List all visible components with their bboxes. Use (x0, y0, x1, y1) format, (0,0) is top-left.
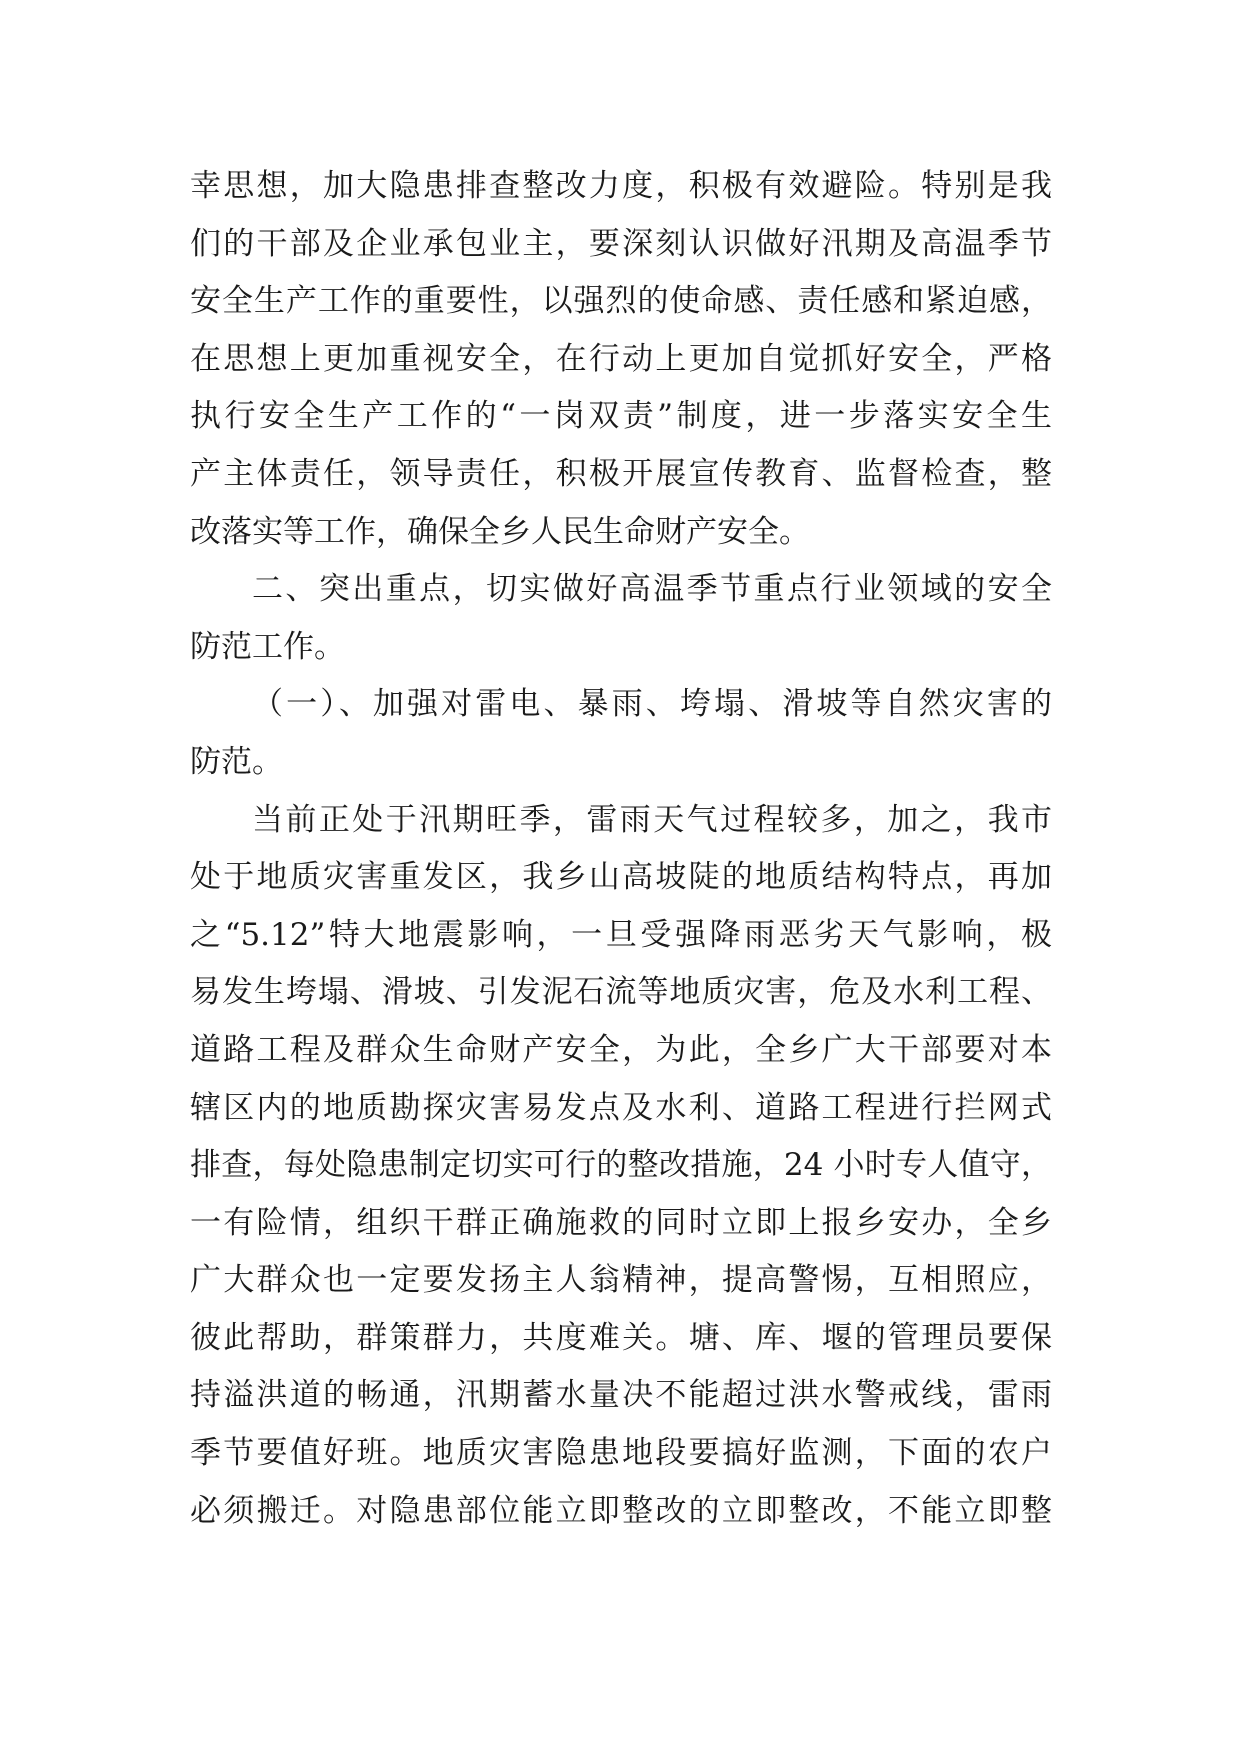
text-line: （一）、加强对雷电、暴雨、垮塌、滑坡等自然灾害的 (252, 686, 1052, 723)
text-line: 持溢洪道的畅通，汛期蓄水量决不能超过洪水警戒线，雷雨 (190, 1377, 1052, 1414)
body-text (190, 158, 1052, 1540)
text-line: 产主体责任，领导责任，积极开展宣传教育、监督检查，整 (190, 455, 1052, 492)
text-line: 道路工程及群众生命财产安全，为此，全乡广大干部要对本 (190, 1031, 1052, 1068)
text-line: 一有险情，组织干群正确施救的同时立即上报乡安办，全乡 (190, 1204, 1052, 1241)
text-line: 之“5.12”特大地震影响，一旦受强降雨恶劣天气影响，极 (190, 916, 1052, 953)
text-line: 彼此帮助，群策群力，共度难关。塘、库、堰的管理员要保 (190, 1319, 1052, 1356)
text-line: 们的干部及企业承包业主，要深刻认识做好汛期及高温季节 (190, 225, 1052, 262)
text-line: 当前正处于汛期旺季，雷雨天气过程较多，加之，我市 (252, 801, 1052, 838)
text-line: 广大群众也一定要发扬主人翁精神，提高警惕，互相照应， (190, 1262, 1052, 1299)
text-line: 必须搬迁。对隐患部位能立即整改的立即整改，不能立即整 (190, 1492, 1052, 1529)
text-line: 防范工作。 (190, 628, 345, 665)
text-line: 安全生产工作的重要性，以强烈的使命感、责任感和紧迫感， (190, 283, 1052, 320)
text-line: 幸思想，加大隐患排查整改力度，积极有效避险。特别是我 (190, 168, 1052, 204)
text-line: 辖区内的地质勘探灾害易发点及水利、道路工程进行拦网式 (190, 1089, 1052, 1126)
text-line: 执行安全生产工作的“一岗双责”制度，进一步落实安全生 (190, 398, 1052, 435)
text-line: 在思想上更加重视安全，在行动上更加自觉抓好安全，严格 (190, 340, 1052, 377)
text-line: 改落实等工作，确保全乡人民生命财产安全。 (190, 513, 810, 550)
text-line: 易发生垮塌、滑坡、引发泥石流等地质灾害，危及水利工程、 (190, 974, 1052, 1011)
text-line: 排查，每处隐患制定切实可行的整改措施，24 小时专人值守， (190, 1147, 1052, 1184)
text-line: 防范。 (190, 743, 283, 780)
text-line: 处于地质灾害重发区，我乡山高坡陡的地质结构特点，再加 (190, 859, 1052, 896)
text-line: 季节要值好班。地质灾害隐患地段要搞好监测，下面的农户 (190, 1435, 1052, 1472)
text-line: 二、突出重点，切实做好高温季节重点行业领域的安全 (252, 571, 1052, 608)
